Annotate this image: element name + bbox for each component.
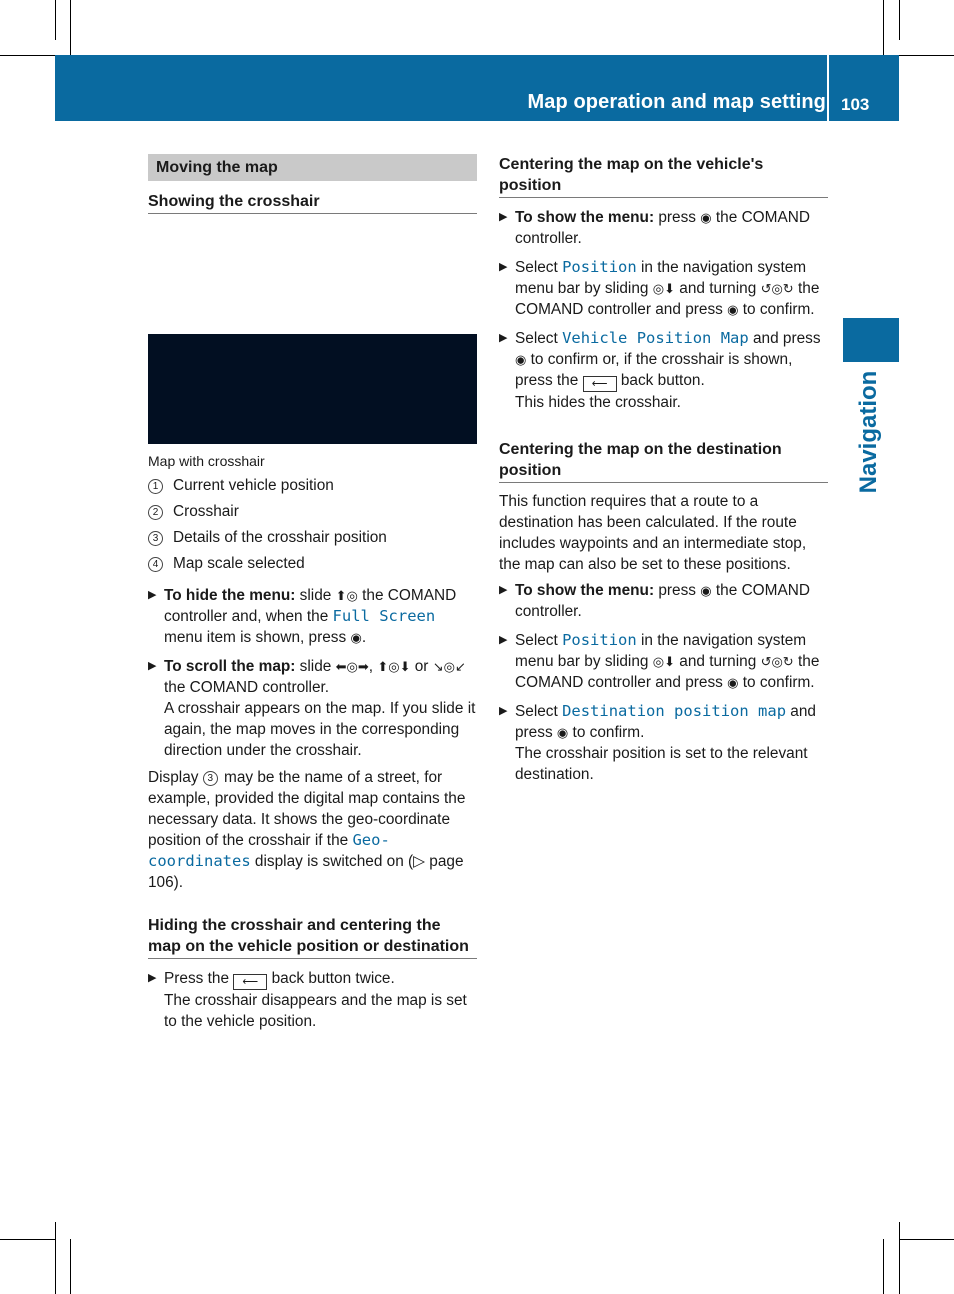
step-text: the COMAND controller.: [164, 679, 330, 696]
step-bold: To hide the menu:: [164, 587, 296, 604]
step-text: Select: [515, 330, 563, 347]
number-circle-icon: 2: [148, 505, 163, 520]
step-text: menu item is shown, press: [164, 629, 351, 646]
side-tab-label: Navigation: [855, 370, 882, 494]
crop-mark: [70, 1239, 71, 1294]
step-text: .: [361, 629, 367, 646]
menu-item-destination-position-map: Destination position map: [562, 702, 787, 720]
right-column: [499, 154, 828, 785]
step-select-position: [499, 257, 828, 320]
intro-paragraph: This function requires that a route to a destination has been calculated. If the route includes waypoints and an intermediate stop, the map can also be set to these positions.: [499, 493, 807, 573]
crop-mark: [899, 1239, 954, 1240]
para-text: may be the name of a street, for example, provided the digital map contains the necessary data. It shows the geo-coordinate position of the crosshair if the: [148, 769, 466, 849]
step-text: Press the: [164, 970, 234, 987]
legend-item: [148, 525, 477, 551]
step-show-menu: [499, 207, 828, 249]
side-tab-block: [843, 318, 899, 362]
press-icon: ◉: [727, 675, 739, 690]
legend-text: Crosshair: [173, 503, 239, 520]
step-press-back: [148, 968, 477, 1032]
crop-mark: [0, 1239, 55, 1240]
step-show-menu: [499, 580, 828, 622]
left-column: [148, 154, 477, 1032]
back-button-icon: ⟵: [233, 974, 267, 990]
slide-up-icon: ⬆◎: [335, 588, 358, 603]
step-text: the COMAND controller.: [515, 582, 810, 620]
menu-item-position: Position: [562, 631, 637, 649]
step-bold: To show the menu:: [515, 209, 655, 226]
step-text: back button.: [616, 372, 705, 389]
step-text: Select: [515, 259, 563, 276]
press-icon: ◉: [700, 583, 712, 598]
step-text: the COMAND controller and, when the: [164, 587, 457, 625]
step-text: slide: [295, 658, 336, 675]
press-icon: ◉: [556, 725, 569, 740]
slide-diagonal-icon: ↘◎↙: [432, 659, 466, 674]
step-text: slide: [295, 587, 336, 604]
image-caption: Map with crosshair: [148, 453, 265, 469]
heading-showing-crosshair: Showing the crosshair: [148, 191, 477, 214]
press-icon: ◉: [515, 352, 527, 367]
step-text: the COMAND controller and press: [515, 280, 820, 318]
step-text: to confirm.: [568, 724, 645, 741]
step-text: Select: [515, 703, 563, 720]
legend-item: [148, 473, 477, 499]
number-circle-icon: 3: [203, 771, 218, 786]
press-icon: ◉: [700, 210, 712, 225]
crop-mark: [70, 0, 71, 55]
crop-mark: [883, 1239, 884, 1294]
step-text: in the navigation system menu bar by sliding: [515, 632, 807, 670]
menu-item-full-screen: Full Screen: [332, 607, 436, 625]
para-text: display is switched on (▷ page 106).: [148, 853, 464, 891]
step-note: The crosshair position is set to the relevant destination.: [515, 745, 808, 783]
map-image-dark: [148, 334, 477, 444]
legend-item: [148, 551, 477, 577]
press-icon: ◉: [727, 302, 739, 317]
step-text: to confirm.: [738, 674, 815, 691]
step-text: and press: [748, 330, 821, 347]
slide-up-down-icon: ⬆◎⬇: [377, 659, 411, 674]
step-text: press: [654, 582, 701, 599]
crop-mark: [899, 1222, 900, 1294]
step-text: press: [654, 209, 701, 226]
heading-centering-vehicle: Centering the map on the vehicle's position: [499, 154, 828, 198]
step-select-destination-map: [499, 701, 828, 785]
crop-mark: [899, 0, 900, 40]
para-text: Display: [148, 769, 203, 786]
number-circle-icon: 3: [148, 531, 163, 546]
turn-icon: ↺◎↻: [760, 281, 794, 296]
step-text: the COMAND controller and press: [515, 653, 820, 691]
legend-text: Map scale selected: [173, 555, 305, 572]
legend-text: Details of the crosshair position: [173, 529, 387, 546]
step-note: A crosshair appears on the map. If you slide it again, the map moves in the corresponding direction under the crosshair.: [164, 700, 476, 759]
heading-hiding-crosshair: Hiding the crosshair and centering the map on the vehicle position or destination: [148, 915, 477, 959]
section-band: Moving the map: [148, 154, 477, 181]
page-title: Map operation and map setting: [527, 91, 826, 113]
step-text: to confirm.: [738, 301, 815, 318]
step-text: and press: [515, 703, 816, 741]
menu-item-geo-coordinates: Geo-coordinates: [148, 831, 390, 870]
step-select-vehicle-map: [499, 328, 828, 413]
step-scroll-map: [148, 656, 477, 761]
step-text: Select: [515, 632, 563, 649]
step-bold: To scroll the map:: [164, 658, 296, 675]
step-hide-menu: [148, 585, 477, 648]
step-note: This hides the crosshair.: [515, 394, 681, 411]
step-bold: To show the menu:: [515, 582, 655, 599]
number-circle-icon: 4: [148, 557, 163, 572]
step-text: ,: [368, 658, 378, 675]
crop-mark: [899, 55, 954, 56]
slide-down-icon: ◎⬇: [652, 654, 675, 669]
header-separator: [827, 55, 829, 121]
heading-centering-destination: Centering the map on the destination position: [499, 439, 828, 483]
slide-left-right-icon: ⬅◎➡: [335, 659, 369, 674]
step-text: to confirm or, if the crosshair is shown, press the: [515, 351, 793, 389]
step-text: in the navigation system menu bar by sliding: [515, 259, 807, 297]
slide-down-icon: ◎⬇: [652, 281, 675, 296]
step-note: The crosshair disappears and the map is set to the vehicle position.: [164, 992, 467, 1030]
menu-item-position: Position: [562, 258, 637, 276]
legend-item: [148, 499, 477, 525]
crop-mark: [0, 55, 55, 56]
step-select-position: [499, 630, 828, 693]
back-button-icon: ⟵: [583, 376, 617, 392]
menu-item-vehicle-position-map: Vehicle Position Map: [562, 329, 749, 347]
step-text: back button twice.: [267, 970, 395, 987]
display-paragraph: [148, 767, 477, 893]
turn-icon: ↺◎↻: [760, 654, 794, 669]
press-icon: ◉: [350, 630, 362, 645]
number-circle-icon: 1: [148, 479, 163, 494]
crop-mark: [883, 0, 884, 55]
crop-mark: [55, 0, 56, 40]
page-number: 103: [841, 95, 870, 114]
step-text: and turning: [674, 280, 761, 297]
legend-list: [148, 473, 477, 577]
step-text: the COMAND controller.: [515, 209, 810, 247]
legend-text: Current vehicle position: [173, 477, 334, 494]
step-text: and turning: [674, 653, 761, 670]
crop-mark: [55, 1222, 56, 1294]
step-text: or: [410, 658, 433, 675]
map-image: [148, 214, 477, 444]
